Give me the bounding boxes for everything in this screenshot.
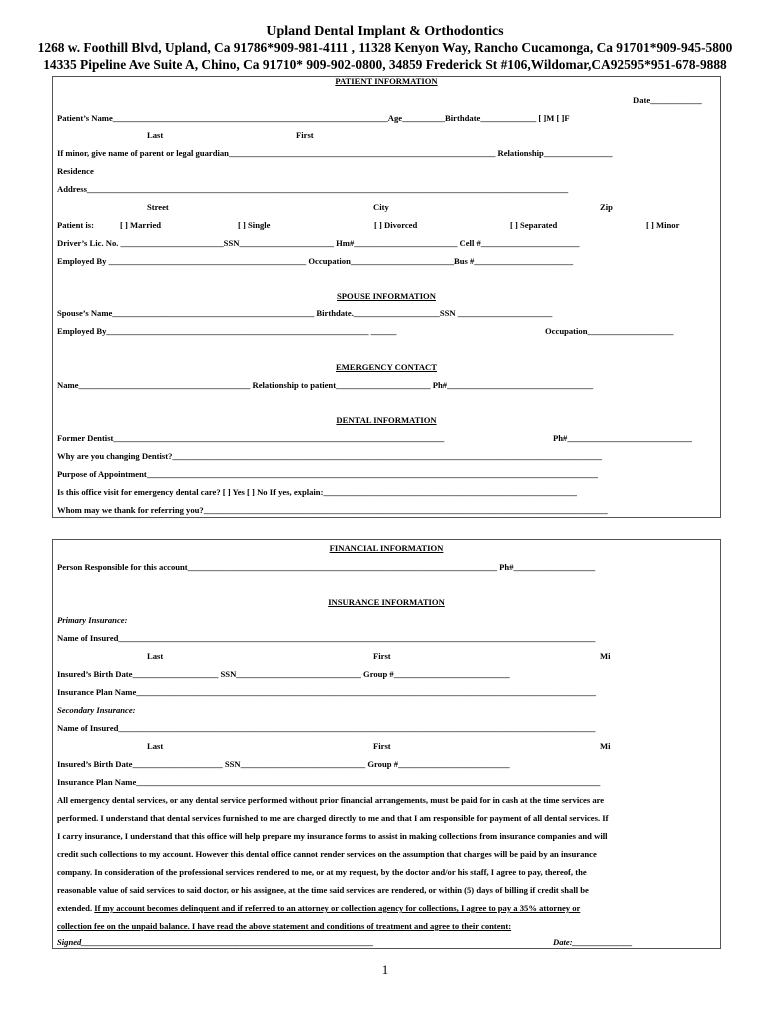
appointment-purpose-field[interactable]: Purpose of Appointment_________________________________________________________________________________________________________ <box>57 469 598 479</box>
terms-line-7-lead: extended. <box>57 903 95 913</box>
terms-line-5: company. In consideration of the professional services rendered to me, or at my request, by the doctor and/or his staff, I agree to pay, thereof, the <box>57 867 587 877</box>
residence-label: Residence <box>57 166 94 176</box>
guardian-field[interactable]: If minor, give name of parent or legal guardian______________________________________________________________ Relationship________________ <box>57 148 613 158</box>
emergency-contact-heading: EMERGENCY CONTACT <box>336 362 437 372</box>
employer-field[interactable]: Employed By ______________________________________________ Occupation________________________Bus #_______________________ <box>57 256 574 266</box>
drivers-license-field[interactable]: Driver’s Lic. No. ________________________SSN______________________ Hm#________________________ Cell #_______________________ <box>57 238 580 248</box>
secondary-plan-name-field[interactable]: Insurance Plan Name____________________________________________________________________________________________________________ <box>57 777 601 787</box>
emergency-visit-field[interactable]: Is this office visit for emergency dental care? [ ] Yes [ ] No If yes, explain:___________________________________________________________ <box>57 487 577 497</box>
secondary-mi-label: Mi <box>600 741 611 751</box>
terms-line-3: I carry insurance, I understand that this office will help prepare my insurance forms to assist in making collections from insurance companies and will <box>57 831 608 841</box>
primary-plan-name-field[interactable]: Insurance Plan Name___________________________________________________________________________________________________________ <box>57 687 597 697</box>
former-dentist-phone-field[interactable]: Ph#_____________________________ <box>553 433 692 443</box>
address-field[interactable]: Address________________________________________________________________________________________________________________ <box>57 184 569 194</box>
primary-last-label: Last <box>147 651 164 661</box>
primary-birth-ssn-group-field[interactable]: Insured’s Birth Date____________________ SSN_____________________________ Group #___________________________ <box>57 669 510 679</box>
terms-line-7 <box>57 903 580 914</box>
primary-insured-name-field[interactable]: Name of Insured_______________________________________________________________________________________________________________ <box>57 633 596 643</box>
patient-name-field[interactable]: Patient’s Name________________________________________________________________Age__________Birthdate_____________ [ ]M [ ]F <box>57 113 570 123</box>
terms-line-6: reasonable value of said services to said doctor, or his assignee, at the time said services are rendered, or within (5) days of billing if credit shall be <box>57 885 589 895</box>
primary-insurance-label: Primary Insurance: <box>57 615 128 625</box>
terms-line-2: performed. I understand that dental services furnished to me are charged directly to me and that I am responsible for payment of all dental services. If <box>57 813 609 823</box>
responsible-person-field[interactable]: Person Responsible for this account________________________________________________________________________ Ph#___________________ <box>57 562 596 572</box>
divorced-checkbox[interactable]: [ ] Divorced <box>374 220 418 230</box>
patient-status-label: Patient is: <box>57 220 94 230</box>
practice-title: Upland Dental Implant & Orthodontics <box>266 24 504 39</box>
former-dentist-field[interactable]: Former Dentist_____________________________________________________________________________ <box>57 433 445 443</box>
spouse-name-field[interactable]: Spouse’s Name_______________________________________________ Birthdate.____________________SSN ______________________ <box>57 308 553 318</box>
first-label: First <box>296 130 314 140</box>
terms-line-7-underlined: If my account becomes delinquent and if referred to an attorney or collection agency for collections, I agree to pay a 35% attorney or <box>94 903 581 913</box>
terms-line-8: collection fee on the unpaid balance. I have read the above statement and conditions of treatment and agree to their content: <box>57 921 512 931</box>
secondary-insured-name-field[interactable]: Name of Insured_______________________________________________________________________________________________________________ <box>57 723 596 733</box>
emergency-contact-field[interactable]: Name________________________________________ Relationship to patient______________________ Ph#__________________________________ <box>57 380 594 390</box>
zip-label: Zip <box>600 202 613 212</box>
primary-first-label: First <box>373 651 391 661</box>
address-line-2: 14335 Pipeline Ave Suite A, Chino, Ca 91710* 909-902-0800, 34859 Frederick St #106,Wildomar,CA92595*951-678-9888 <box>43 57 727 72</box>
financial-section-box <box>52 539 721 949</box>
spouse-employer-field[interactable]: Employed By_____________________________________________________________ ______ <box>57 326 397 336</box>
spouse-occupation-field[interactable]: Occupation____________________ <box>545 326 674 336</box>
patient-info-heading: PATIENT INFORMATION <box>335 76 438 86</box>
secondary-birth-ssn-group-field[interactable]: Insured’s Birth Date_____________________ SSN_____________________________ Group #__________________________ <box>57 759 510 769</box>
patient-section-box <box>52 76 721 518</box>
street-label: Street <box>147 202 169 212</box>
single-checkbox[interactable]: [ ] Single <box>238 220 271 230</box>
secondary-last-label: Last <box>147 741 164 751</box>
signature-field[interactable]: Signed____________________________________________________________________ <box>57 937 374 947</box>
spouse-info-heading: SPOUSE INFORMATION <box>337 291 436 301</box>
last-label: Last <box>147 130 164 140</box>
referral-field[interactable]: Whom may we thank for referring you?______________________________________________________________________________________________ <box>57 505 608 515</box>
signature-date-field[interactable]: Date:______________ <box>553 937 633 947</box>
married-checkbox[interactable]: [ ] Married <box>120 220 162 230</box>
address-line-1: 1268 w. Foothill Blvd, Upland, Ca 91786*909-981-4111 , 11328 Kenyon Way, Rancho Cucamonga, Ca 91701*909-945-5800 <box>37 40 733 55</box>
city-label: City <box>373 202 389 212</box>
terms-line-1: All emergency dental services, or any dental service performed without prior financial arrangements, must be paid for in cash at the time services are <box>57 795 605 805</box>
dental-info-heading: DENTAL INFORMATION <box>336 415 437 425</box>
terms-line-4: credit such collections to my account. However this dental office cannot render services on the assumption that charges will be paid by an insurance <box>57 849 597 859</box>
secondary-first-label: First <box>373 741 391 751</box>
minor-checkbox[interactable]: [ ] Minor <box>646 220 680 230</box>
secondary-insurance-label: Secondary Insurance: <box>57 705 136 715</box>
separated-checkbox[interactable]: [ ] Separated <box>510 220 558 230</box>
page-number: 1 <box>381 962 389 977</box>
changing-dentist-field[interactable]: Why are you changing Dentist?____________________________________________________________________________________________________ <box>57 451 603 461</box>
primary-mi-label: Mi <box>600 651 611 661</box>
insurance-info-heading: INSURANCE INFORMATION <box>328 597 445 607</box>
date-field[interactable]: Date____________ <box>633 95 702 105</box>
financial-info-heading: FINANCIAL INFORMATION <box>329 543 444 553</box>
